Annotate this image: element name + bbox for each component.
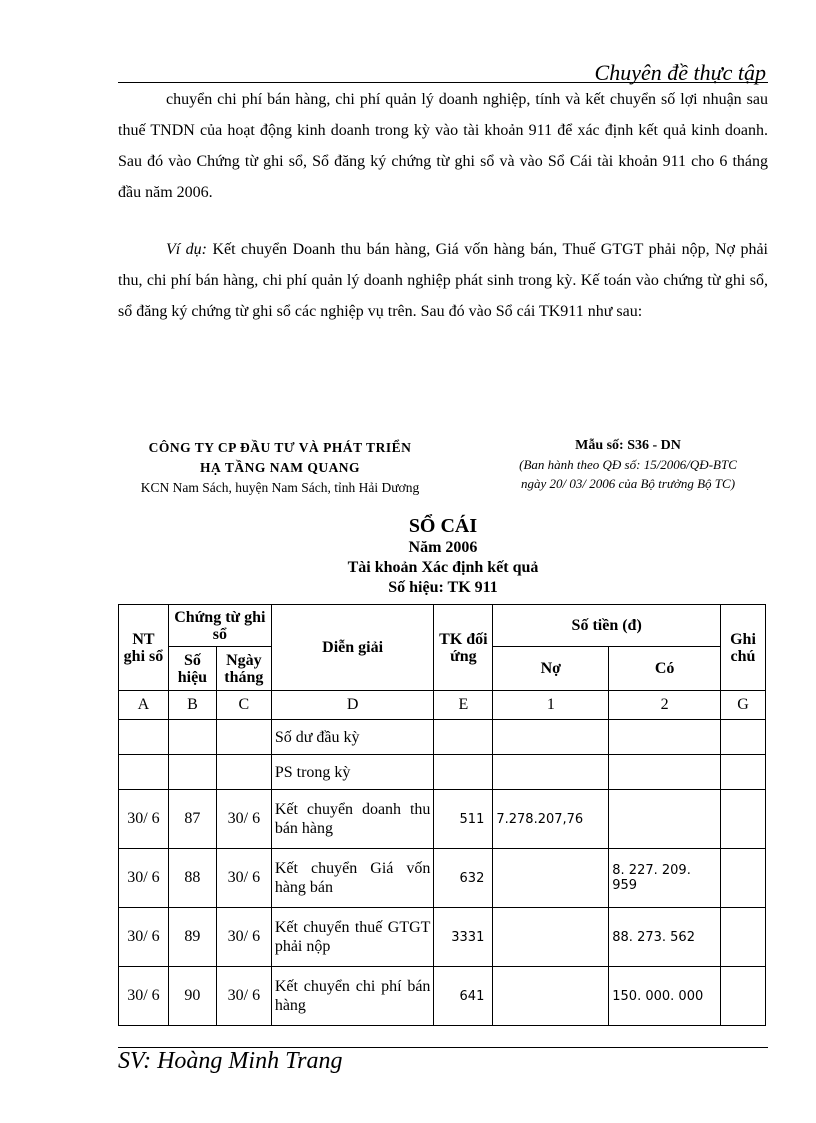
cell-description: Số dư đầu kỳ xyxy=(271,720,434,755)
cell-credit: 88. 273. 562 xyxy=(609,908,721,967)
cell-credit xyxy=(609,720,721,755)
company-name-line1: CÔNG TY CP ĐẦU TƯ VÀ PHÁT TRIỂN xyxy=(148,440,412,455)
example-text: Kết chuyển Doanh thu bán hàng, Giá vốn hàng bán, Thuế GTGT phải nộp, Nợ phải thu, chi phí bán hàng, chi phí quản lý doanh nghiệp phát sinh trong kỳ. Kế toán vào chứng từ ghi sổ, sổ đăng ký chứng từ ghi sổ các nghiệp vụ trên. Sau đó vào Sổ cái TK911 như sau: xyxy=(118,241,769,320)
header-amount: Số tiền (đ) xyxy=(493,605,721,647)
cell-contra-account: 3331 xyxy=(434,908,493,967)
cell-debit xyxy=(493,849,609,908)
company-address: KCN Nam Sách, huyện Nam Sách, tỉnh Hải Dương xyxy=(140,480,420,495)
form-code: Mẫu số: S36 - DN xyxy=(575,438,681,453)
header-voucher-date: Ngày tháng xyxy=(216,647,271,691)
header-nt: NT ghi sổ xyxy=(119,605,169,691)
cell-voucher-date xyxy=(216,720,271,755)
form-issued-line2: ngày 20/ 03/ 2006 của Bộ trưởng Bộ TC) xyxy=(520,476,736,491)
cell-description: Kết chuyển doanh thu bán hàng xyxy=(271,790,434,849)
cell-debit xyxy=(493,908,609,967)
cell-debit xyxy=(493,755,609,790)
cell-voucher-date: 30/ 6 xyxy=(216,967,271,1026)
column-letter: 1 xyxy=(493,691,609,720)
ledger-year: Năm 2006 xyxy=(408,539,478,556)
cell-contra-account xyxy=(434,755,493,790)
cell-nt: 30/ 6 xyxy=(119,908,169,967)
cell-note xyxy=(720,790,765,849)
table-row xyxy=(119,908,766,967)
cell-voucher-no xyxy=(168,720,216,755)
cell-nt xyxy=(119,755,169,790)
header-divider xyxy=(118,82,768,83)
header-contra-account: TK đối ứng xyxy=(434,605,493,691)
cell-voucher-no: 89 xyxy=(168,908,216,967)
form-info-block xyxy=(488,436,768,493)
cell-contra-account: 511 xyxy=(434,790,493,849)
cell-credit: 150. 000. 000 xyxy=(609,967,721,1026)
header-credit: Có xyxy=(609,647,721,691)
cell-debit xyxy=(493,967,609,1026)
table-row xyxy=(119,849,766,908)
cell-debit xyxy=(493,720,609,755)
column-letter: A xyxy=(119,691,169,720)
cell-voucher-no: 90 xyxy=(168,967,216,1026)
header-voucher: Chứng từ ghi sổ xyxy=(168,605,271,647)
cell-contra-account: 641 xyxy=(434,967,493,1026)
column-letter: D xyxy=(271,691,434,720)
column-letter: 2 xyxy=(609,691,721,720)
header-description: Diễn giải xyxy=(271,605,434,691)
cell-description: Kết chuyển thuế GTGT phải nộp xyxy=(271,908,434,967)
ledger-account-code: Số hiệu: TK 911 xyxy=(388,579,498,596)
column-letter: C xyxy=(216,691,271,720)
example-label: Ví dụ: xyxy=(166,241,207,258)
header-note: Ghi chú xyxy=(720,605,765,691)
paragraph-example xyxy=(118,234,768,327)
cell-credit xyxy=(609,790,721,849)
company-name-line2: HẠ TẦNG NAM QUANG xyxy=(199,460,361,475)
cell-nt xyxy=(119,720,169,755)
page-header-title: Chuyên đề thực tập xyxy=(594,60,766,85)
cell-nt: 30/ 6 xyxy=(119,967,169,1026)
ledger-title: SỔ CÁI xyxy=(408,515,478,537)
cell-voucher-no xyxy=(168,755,216,790)
cell-voucher-no: 88 xyxy=(168,849,216,908)
cell-voucher-date: 30/ 6 xyxy=(216,908,271,967)
form-issued-line1: (Ban hành theo QĐ số: 15/2006/QĐ-BTC xyxy=(519,457,737,472)
cell-debit: 7.278.207,76 xyxy=(493,790,609,849)
ledger-titles xyxy=(118,514,768,598)
cell-nt: 30/ 6 xyxy=(119,849,169,908)
cell-contra-account xyxy=(434,720,493,755)
header-debit: Nợ xyxy=(493,647,609,691)
table-row xyxy=(119,755,766,790)
column-letter-row xyxy=(119,691,766,720)
table-row xyxy=(119,790,766,849)
cell-credit: 8. 227. 209. 959 xyxy=(609,849,721,908)
cell-credit xyxy=(609,755,721,790)
table-row xyxy=(119,720,766,755)
ledger-account-name: Tài khoản Xác định kết quả xyxy=(347,559,539,576)
cell-voucher-date xyxy=(216,755,271,790)
company-block xyxy=(105,438,455,498)
column-letter: B xyxy=(168,691,216,720)
cell-description: PS trong kỳ xyxy=(271,755,434,790)
table-row xyxy=(119,967,766,1026)
cell-note xyxy=(720,720,765,755)
header-voucher-no: Số hiệu xyxy=(168,647,216,691)
cell-contra-account: 632 xyxy=(434,849,493,908)
cell-note xyxy=(720,849,765,908)
cell-note xyxy=(720,908,765,967)
cell-description: Kết chuyển Giá vốn hàng bán xyxy=(271,849,434,908)
cell-note xyxy=(720,755,765,790)
column-letter: E xyxy=(434,691,493,720)
column-letter: G xyxy=(720,691,765,720)
cell-description: Kết chuyển chi phí bán hàng xyxy=(271,967,434,1026)
cell-note xyxy=(720,967,765,1026)
cell-voucher-no: 87 xyxy=(168,790,216,849)
paragraph-intro: chuyển chi phí bán hàng, chi phí quản lý doanh nghiệp, tính và kết chuyển số lợi nhuận sau thuế TNDN của hoạt động kinh doanh trong kỳ vào tài khoản 911 để xác định kết quả kinh doanh. Sau đó vào Chứng từ ghi sổ, Sổ đăng ký chứng từ ghi sổ và vào Sổ Cái tài khoản 911 cho 6 tháng đầu năm 2006. xyxy=(118,91,768,201)
cell-voucher-date: 30/ 6 xyxy=(216,849,271,908)
cell-voucher-date: 30/ 6 xyxy=(216,790,271,849)
ledger-table xyxy=(118,604,766,1026)
footer-student-name: SV: Hoàng Minh Trang xyxy=(118,1048,343,1074)
cell-nt: 30/ 6 xyxy=(119,790,169,849)
